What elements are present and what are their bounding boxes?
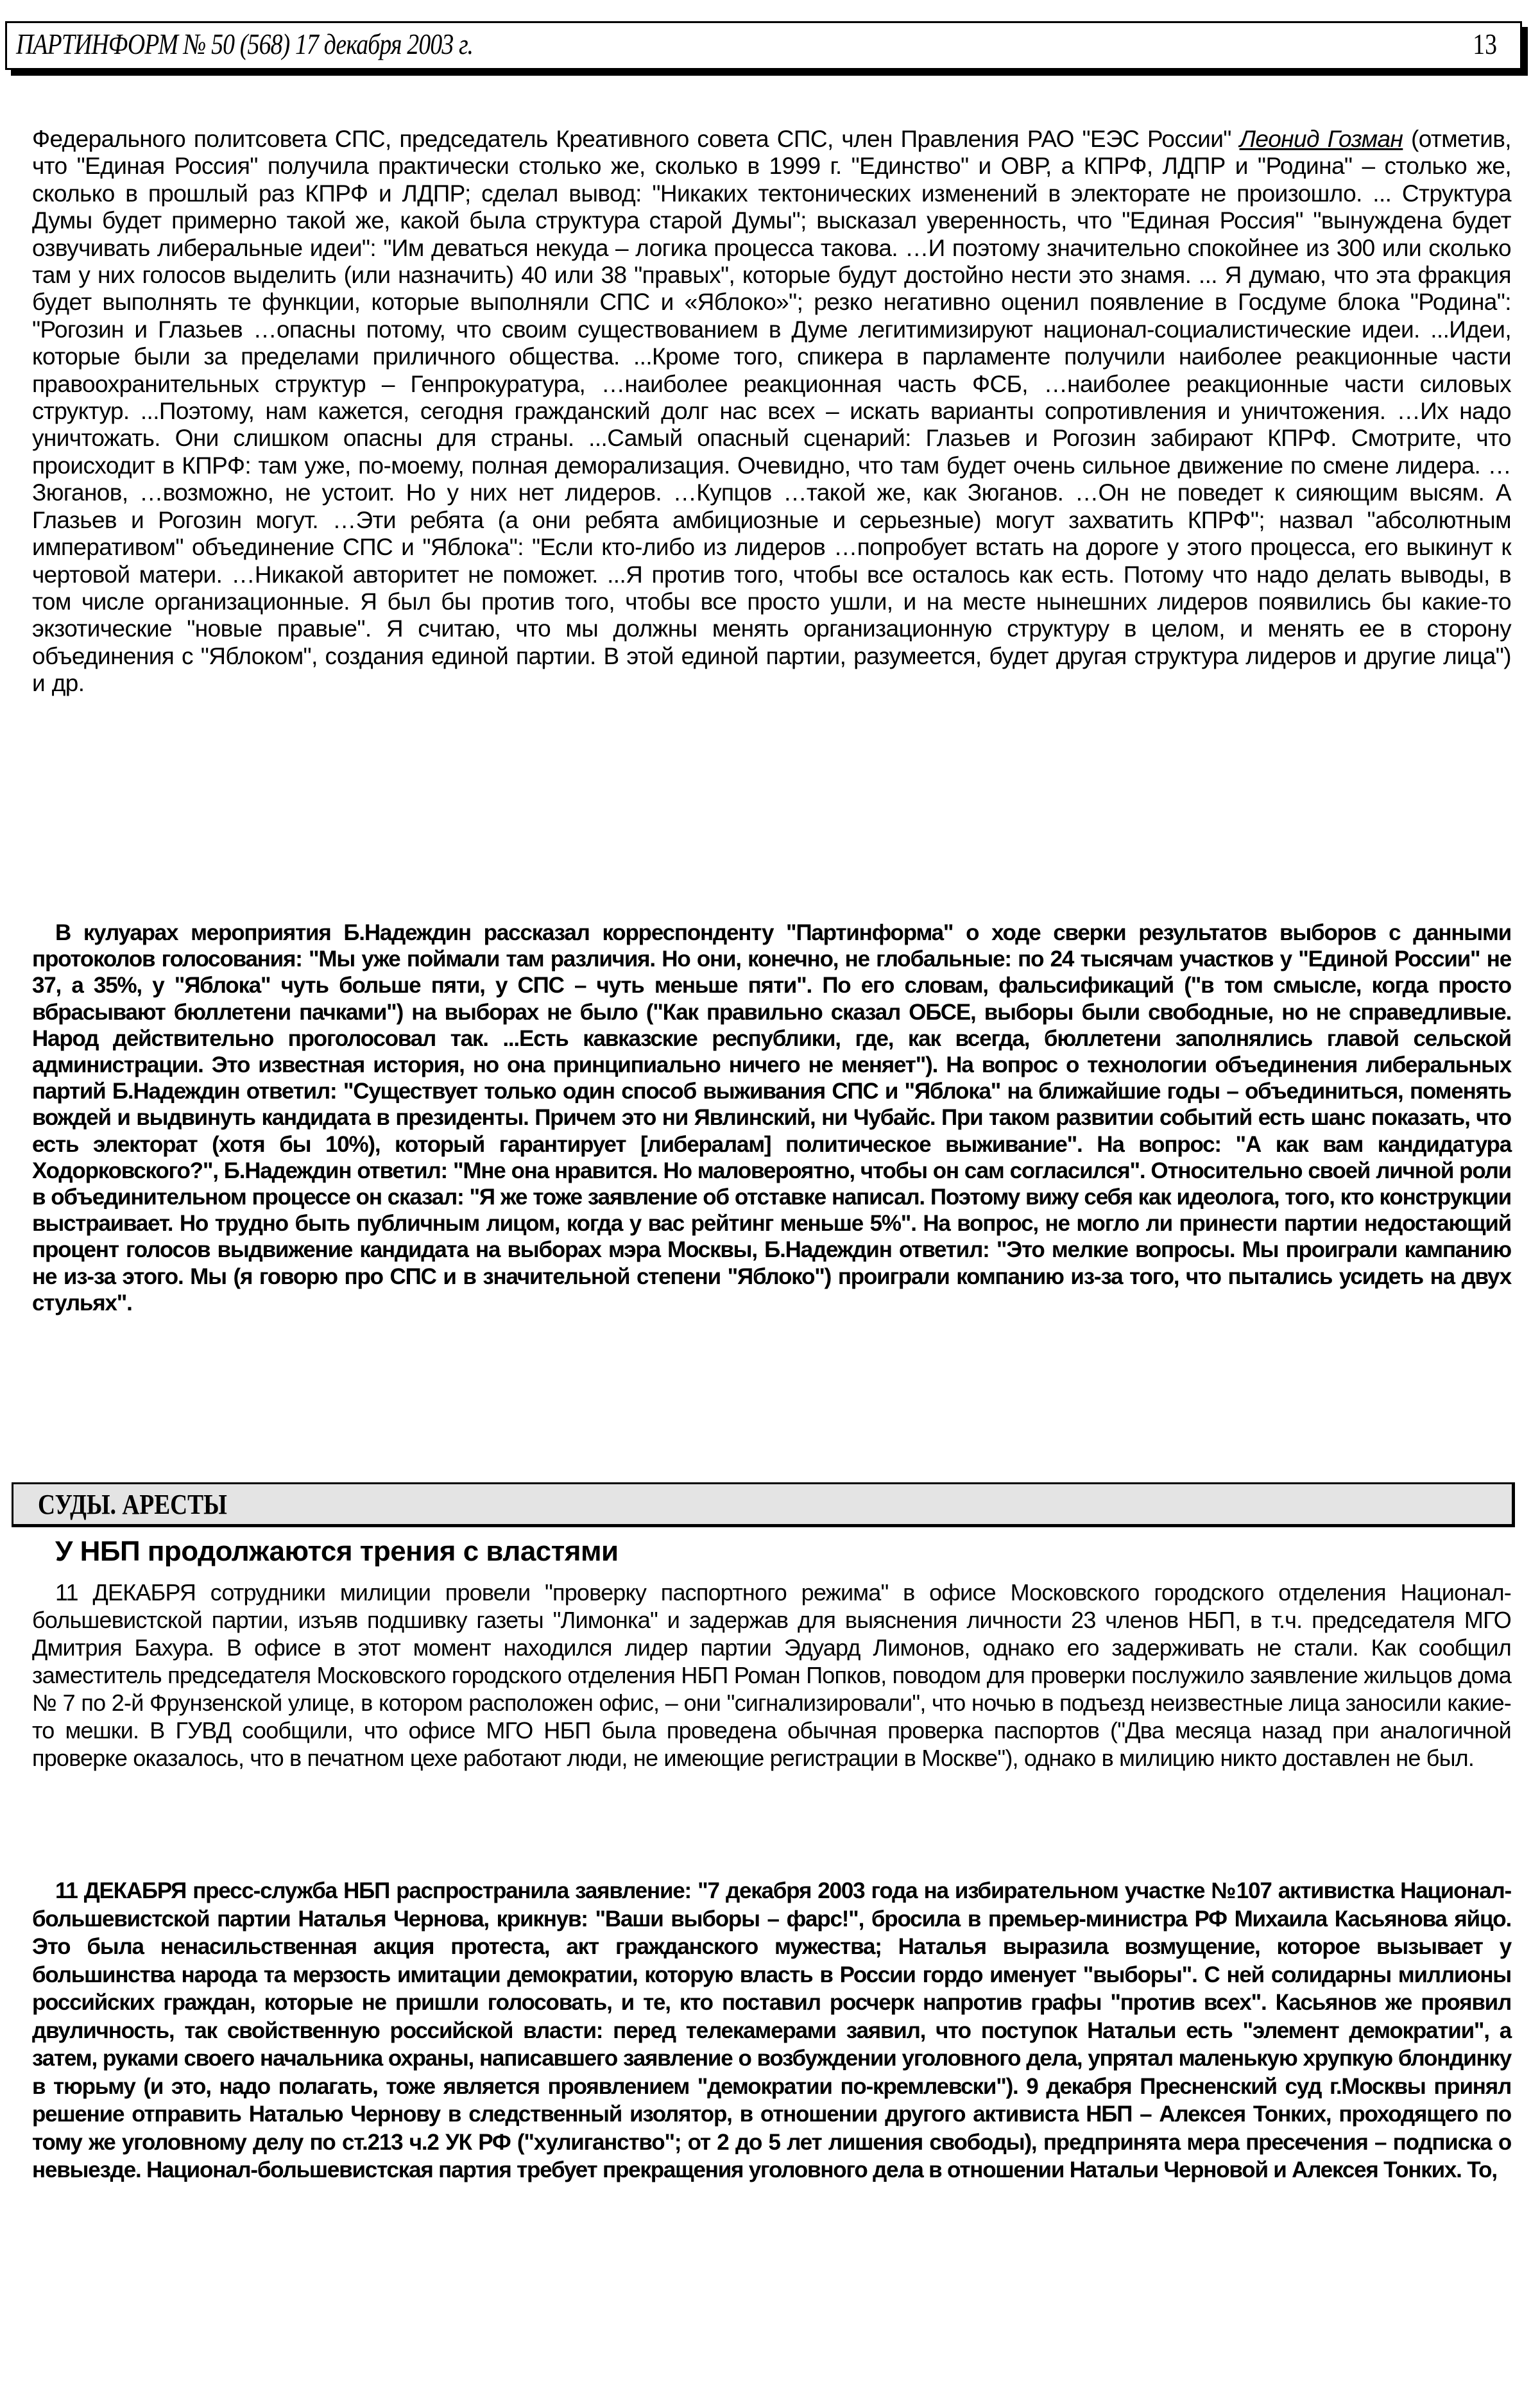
section-title: СУДЫ. АРЕСТЫ: [38, 1489, 227, 1520]
paragraph-lead: Федерального политсовета СПС, председатель Креативного совета СПС, член Правления РАО "ЕЭС России": [32, 126, 1240, 152]
article1-paragraph2: В кулуарах мероприятия Б.Надеждин рассказал корреспонденту "Партинформа" о ходе сверки результатов выборов с данными протоколов голосования: "Мы уже поймали там различия. Но они, конечно, не глобальные: по 24 тысячам участков у "Единой России" не 37, а 35%, у "Яблока" чуть больше пяти, у СПС – чуть меньше пяти". По его словам, фальсификаций ("в том смысле, когда просто вбрасывают бюллетени пачками") на выборах не было ("Как правильно сказал ОБСЕ, выборы были свободные, но не справедливые. Народ действительно проголосовал так. ...Есть кавказские республики, где, как всегда, бюллетени заполнялись главой сельской администрации. Это известная история, но она принципиально ничего не меняет"). На вопрос о технологии объединения либеральных партий Б.Надеждин ответил: "Существует только один способ выживания СПС и "Яблока" на ближайшие годы – объединиться, поменять вождей и выдвинуть кандидата в президенты. Причем это ни Явлинский, ни Чубайс. При таком развитии событий есть шанс показать, что есть электорат (хотя бы 10%), который гарантирует [либералам] политическое выживание". На вопрос: "А как вам кандидатура Ходорковского?", Б.Надеждин ответил: "Мне она нравится. Но маловероятно, чтобы он сам согласился". Относительно своей личной роли в объединительном процессе он сказал: "Я же тоже заявление об отставке написал. Поэтому вижу себя как идеолога, того, кто конструкции выстраивает. Но трудно быть публичным лицом, когда у вас рейтинг меньше 5%". На вопрос, не могло ли принести партии недостающий процент голосов выдвижение кандидата на выборах мэра Москвы, Б.Надеждин ответил: "Это мелкие вопросы. Мы проиграли кампанию не из-за этого. Мы (я говорю про СПС и в значительной степени "Яблоко") проиграли компанию из-за того, что пытались усидеть на двух стульях".: [32, 920, 1511, 1315]
section-header: [12, 1482, 1515, 1527]
paragraph-body: (отметив, что "Единая Россия" получила практически столько же, сколько в 1999 г. "Единство" и ОВР, а КПРФ, ЛДПР и "Родина" – столько же, сколько в прошлый раз КПРФ и ЛДПР; сделал вывод: "Никаких тектонических изменений в электорате не произошло. ... Структура Думы будет примерно такой же, какой была структура старой Думы"; высказал уверенность, что "Единая Россия" "вынуждена будет озвучивать либеральные идеи": "Им деваться некуда – логика процесса такова. …И поэтому значительно спокойнее из 300 или сколько там у них голосов выделить (или назначить) 40 или 38 "правых", которые будут достойно нести это знамя. ... Я думаю, что эта фракция будет выполнять те функции, которые выполняли СПС и «Яблоко»"; резко негативно оценил появление в Госдуме блока "Родина": "Рогозин и Глазьев …опасны потому, что своим существованием в Думе легитимизируют национал-социалистические идеи. ...Идеи, которые были за пределами приличного общества. ...Кроме того, спикера в парламенте получили наиболее реакционные части правоохранительных структур – Генпрокуратура, …наиболее реакционная часть ФСБ, …наиболее реакционные части силовых структур. ...Поэтому, нам кажется, сегодня гражданский долг нас всех – искать варианты сопротивления и уничтожения. …Их надо уничтожать. Они слишком опасны для страны. ...Самый опасный сценарий: Глазьев и Рогозин забирают КПРФ. Смотрите, что происходит в КПРФ: там уже, по-моему, полная деморализация. Очевидно, что там будет очень сильное движение по смене лидера. …Зюганов, …возможно, не устоит. Но у них нет лидеров. …Купцов …такой же, как Зюганов. …Он не поведет к сияющим высям. А Глазьев и Рогозин могут. …Эти ребята (а они ребята амбициозные и серьезные) могут захватить КПРФ"; назвал "абсолютным императивом" объединение СПС и "Яблока": "Если кто-либо из лидеров …попробует встать на дороге у этого процесса, его выкинут к чертовой матери. …Никакой авторитет не поможет. ...Я против того, чтобы все осталось как есть. Потому что надо делать выводы, в том числе организационные. Я был бы против того, чтобы все просто ушли, и на месте нынешних лидеров появились бы какие-то экзотические "новые правые". Я считаю, что мы должны менять организационную структуру в целом, и менять ее в сторону объединения с "Яблоком", создания единой партии. В этой единой партии, разумеется, будет другая структура лидеров и другие лица") и др.: [32, 126, 1511, 697]
page-number: 13: [1473, 28, 1497, 60]
page-header: [5, 21, 1522, 70]
article1-paragraph1: [32, 126, 1511, 698]
article2-paragraph2: 11 ДЕКАБРЯ пресс-служба НБП распространила заявление: "7 декабря 2003 года на избирательном участке №107 активистка Национал-большевистской партии Наталья Чернова, крикнув: "Ваши выборы – фарс!", бросила в премьер-министра РФ Михаила Касьянова яйцо. Это была ненасильственная акция протеста, акт гражданского мужества; Наталья выразила возмущение, которое вызывает у большинства народа та мерзость имитации демократии, которую власть в России гордо именует "выборы". С ней солидарны миллионы российских граждан, которые не пришли голосовать, и те, кто поставил росчерк напротив графы "против всех". Касьянов же проявил двуличность, так свойственную российской власти: перед телекамерами заявил, что поступок Натальи есть "элемент демократии", а затем, руками своего начальника охраны, написавшего заявление о возбуждении уголовного дела, упрятал маленькую хрупкую блондинку в тюрьму (и это, надо полагать, тоже является проявлением "демократии по-кремлевски"). 9 декабря Пресненский суд г.Москвы принял решение отправить Наталью Чернову в следственный изолятор, в отношении другого активиста НБП – Алексея Тонких, проходящего по тому же уголовному делу по ст.213 ч.2 УК РФ ("хулиганство"; от 2 до 5 лет лишения свободы), предпринята мера пресечения – подписка о невыезде. Национал-большевистская партия требует прекращения уголовного дела в отношении Натальи Черновой и Алексея Тонких. То,: [32, 1878, 1511, 2182]
article2-paragraph1: 11 ДЕКАБРЯ сотрудники милиции провели "проверку паспортного режима" в офисе Московского городского отделения Национал-большевистской партии, изъяв подшивку газеты "Лимонка" и задержав для выяснения личности 23 членов НБП, в т.ч. председателя МГО Дмитрия Бахура. В офисе в этот момент находился лидер партии Эдуард Лимонов, однако его задерживать не стали. Как сообщил заместитель председателя Московского городского отделения НБП Роман Попков, поводом для проверки послужило заявление жильцов дома № 7 по 2-й Фрунзенской улице, в котором расположен офис, – они "сигнализировали", что ночью в подъезд неизвестные лица заносили какие-то мешки. В ГУВД сообщили, что офисе МГО НБП была проведена обычная проверка паспортов ("Два месяца назад при аналогичной проверке оказалось, что в печатном цехе работают люди, не имеющие регистрации в Москве"), однако в милицию никто доставлен не был.: [32, 1579, 1511, 1771]
article2-headline: У НБП продолжаются трения с властями: [55, 1536, 619, 1567]
publication-title: ПАРТИНФОРМ № 50 (568) 17 декабря 2003 г.: [16, 28, 474, 60]
person-name-link[interactable]: Леонид Гозман: [1239, 126, 1403, 152]
